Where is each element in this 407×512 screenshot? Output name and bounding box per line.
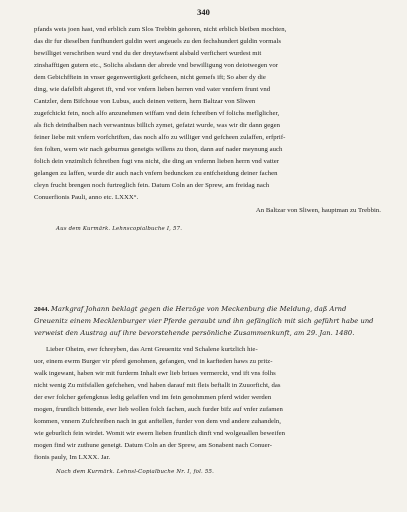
doc1-source-note: Aus dem Kurmärk. Lehnscopialbuche I, 57. [56, 226, 183, 232]
doc1-line: folich dein vnzimlich fchreiben fugt vns nicht, die ding an vnfernn lieben herrn vnd vatter [34, 158, 280, 165]
doc1-line: zugefchickt fein, noch alfo anzunehmen wiffam vnd dein fchreiben vf folichs meflglicher, [34, 110, 280, 117]
doc2-line: kommen, vnnern Zufchreiben nach in gut anftellen, furder von dem vnd andere zuhandeln, [34, 418, 282, 425]
doc1-line: cleyn frucht brengen noch furtreglich fein. Datum Coln an der Sprew, am freidag nach [34, 182, 270, 189]
doc2-line: mogen, fruntlich bittende, ewr lieb wollen folch fachen, auch furder bifz auf vnfer zufamen [34, 406, 283, 413]
doc2-line: walk ingewant, haben wir mit furderm Inhalt ewr lieb briues vermerckt, vnd ift vns folhs [34, 370, 276, 377]
doc2-source-note: Nach dem Kurmärk. Lehnsl-Copialbuche Nr. I, fol. 55. [56, 469, 215, 475]
doc2-heading-text: Markgraf Johann beklagt gegen die Herzöge von Meckenburg die Meldung, daß Arnd [51, 305, 347, 313]
doc2-line: nicht wenig Zu mifsfallen gefchehen, vnd haben darauf mit fleis beftallt in Zuuorficht, das [34, 382, 281, 389]
doc1-line: pfands weis joen hast, vnd erblich zum Slos Trebbin gehoren, nicht erblich bleiben mochten, [34, 26, 287, 33]
doc1-line: dem Gebichfftein in vnser gegenwertigkeit gefcheen, nicht gemefs ift; So aber dy die [34, 74, 266, 81]
doc1-line: fen folten, wern wir nach geburnus geneigts willens zu thon, dann auf nader meynung auch [34, 146, 283, 153]
doc2-line: fionis pauly, Im LXXX. Jar. [34, 454, 111, 461]
doc1-line: gelangen zu laffen, wurde dir auch nach vnfern beduncken zu entfcheidung deiner fachen [34, 170, 278, 177]
doc2-line: uor, einem ewrm Burger vir pferd genohmen, gefangen, vnd in karfteden haws zu pritz- [34, 358, 273, 365]
doc1-line: ding, wie dafelbft abgeret ift, vnd vor vnfern lieben herren vnd vater vnnfern frunt vnd [34, 86, 271, 93]
doc2-line: Lieber Oheim, ewr fchreyben, das Arnt Greuenitz vnd Schalene kurtzlich hie- [46, 346, 258, 353]
doc2-line: der ewr folcher gefengknus ledig gelaffen vnd im fein genohmmen pferd wider werden [34, 394, 272, 401]
doc1-line: Conuerfionis Pauli, anno etc. LXXX°. [34, 194, 139, 201]
doc1-line: als fich deinthalben nach verwantnus billich zymet, gefatzt wurde, was wir dir dann gegen [34, 122, 281, 129]
doc1-line: Cantzler, dem Bifchoue von Lubus, auch deinen vettern, hern Baltzar von Sliwen [34, 98, 256, 105]
doc2-line: wie geburlich fein wirdet. Womit wir ewern lieben fruntlich dinft vnd wolgeuallen beweifen [34, 430, 286, 437]
doc1-line: zinshafftigen gutern etc., Solichs alsdann der abrede vnd bewilligung von deiotwegen vor [34, 62, 279, 69]
doc1-line: das dir fur dieselben funfhundert guldin wert angeuels zu den fechshundert guldin vormals [34, 38, 281, 45]
doc1-line: bewilliget verschriben wurd vnd du der dreytawfsent alsbald verfichert wurdest mit [34, 50, 262, 57]
page-number: 340 [197, 7, 210, 17]
doc2-heading-line: Greuenitz einem Mecklenburger vier Pferde geraubt und ihn gefänglich mit sich geführt habe und [34, 317, 374, 325]
doc2-heading-line: verweist den Austrag auf ihre bevorstehende persönliche Zusammenkunft, am 29. Jan. 1480. [34, 329, 355, 337]
doc2-heading-line [34, 305, 381, 314]
doc1-signature: An Baltzar von Sliwen, hauptman zu Trebbin. [255, 207, 381, 214]
doc2-number: 2044. [34, 306, 50, 313]
doc1-line: feiner liebe mit vnfern vorfchriften, das noch alfo zu williger vnd gefcheen zulaffen, erfprif- [34, 134, 286, 141]
doc2-line: mogen find wir zuthune geneigt. Datum Coln an der Sprew, am Sonabent nach Conuer- [34, 442, 273, 449]
